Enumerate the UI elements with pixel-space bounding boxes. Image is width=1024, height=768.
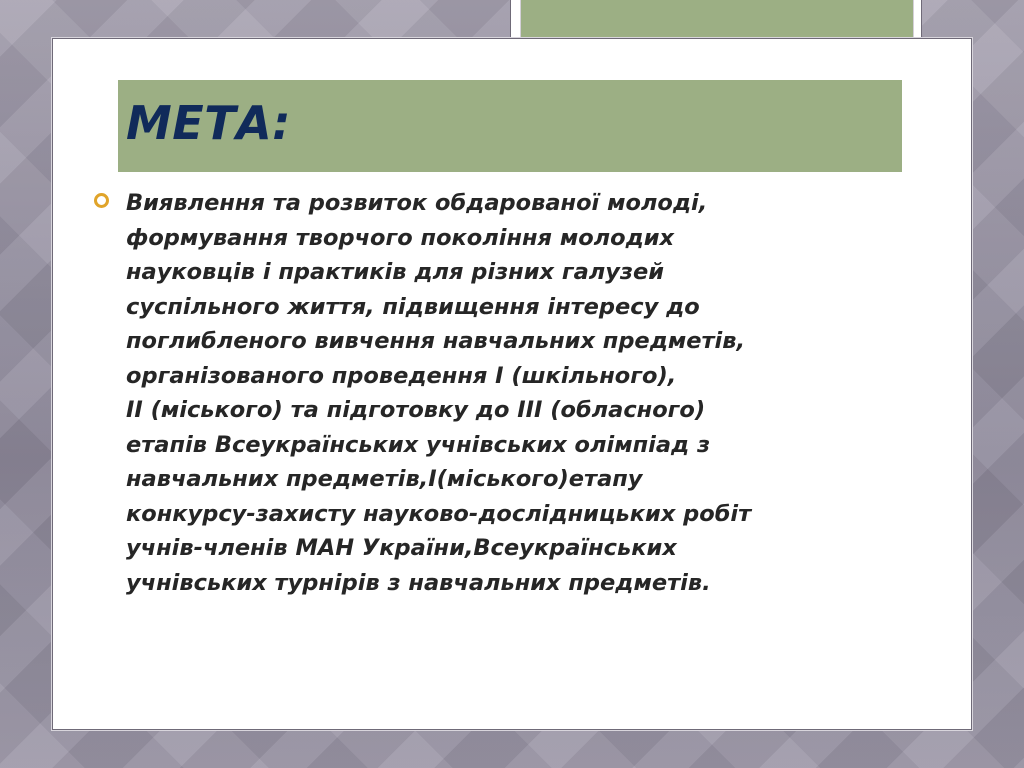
bullet-line: науковців і практиків для різних галузей	[126, 259, 665, 285]
bullet-line: Виявлення та розвиток обдарованої молоді,	[126, 190, 708, 216]
bullet-line: навчальних предметів,І(міського)етапу	[126, 466, 643, 492]
bullet-line: суспільного життя, підвищення інтересу до	[126, 293, 700, 320]
bullet-line: учнівських турнірів з навчальних предметів.	[126, 569, 711, 596]
bullet-line: етапів Всеукраїнських учнівських олімпіад з	[126, 431, 711, 458]
bullet-line: організованого проведення І (шкільного),	[126, 362, 677, 389]
title-bar	[118, 80, 902, 172]
bullet-line: формування творчого покоління молодих	[126, 224, 675, 251]
bullet-line: ІІ (міського) та підготовку до ІІІ (обласного)	[126, 397, 706, 423]
bullet-icon	[94, 193, 109, 208]
bullet-line: конкурсу-захисту науково-дослідницьких робіт	[126, 500, 752, 527]
slide-title: МЕТА:	[126, 96, 292, 150]
bullet-line: учнів-членів МАН України,Всеукраїнських	[126, 535, 677, 561]
bullet-paragraph	[126, 186, 916, 600]
bullet-line: поглибленого вивчення навчальних предметів,	[126, 328, 746, 354]
